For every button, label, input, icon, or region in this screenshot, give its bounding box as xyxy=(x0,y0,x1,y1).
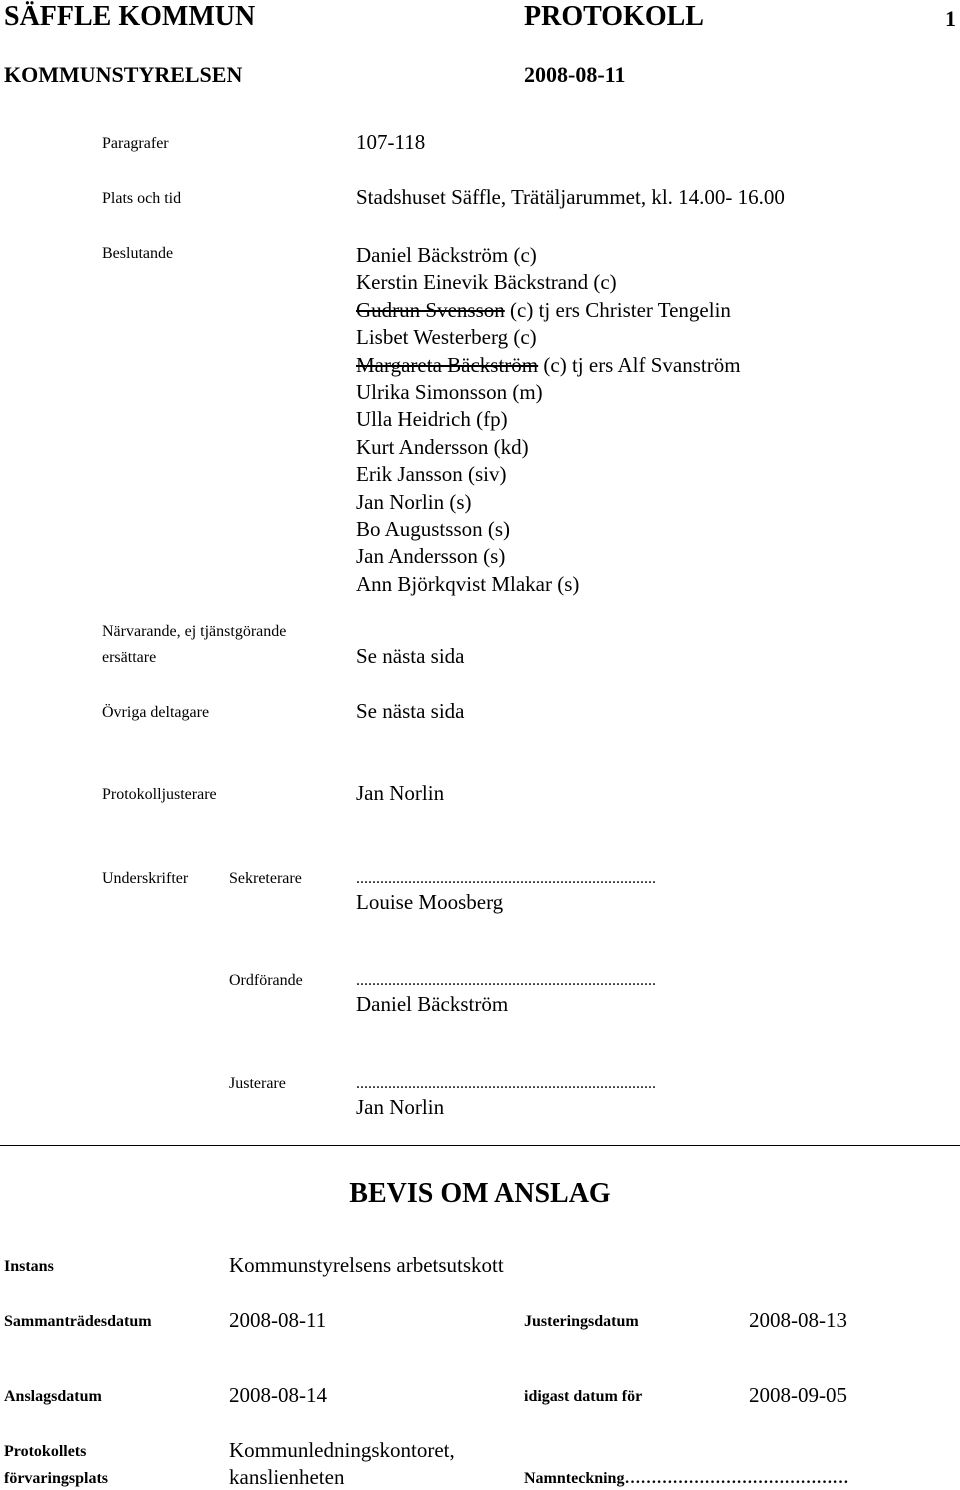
anslagsdatum-label: Anslagsdatum xyxy=(4,1388,102,1405)
ovriga-value: Se nästa sida xyxy=(356,699,465,723)
forvaringsplats-label-line2: förvaringsplats xyxy=(4,1470,108,1487)
ordforande-label: Ordförande xyxy=(229,972,303,989)
body-name: KOMMUNSTYRELSEN xyxy=(4,62,243,87)
namnteckning-field: Namnteckning…………………………………… xyxy=(524,1470,849,1487)
narvarande-value: Se nästa sida xyxy=(356,644,465,668)
paragrafer-value: 107-118 xyxy=(356,130,426,154)
member-row: Jan Andersson (s) xyxy=(356,544,506,569)
plats-value: Stadshuset Säffle, Trätäljarummet, kl. 14.00- 16.00 xyxy=(356,185,785,209)
sammantradesdatum-value: 2008-08-11 xyxy=(229,1308,327,1332)
municipality-name: SÄFFLE KOMMUN xyxy=(4,1,256,32)
paragrafer-label: Paragrafer xyxy=(102,135,169,152)
member-row: Bo Augustsson (s) xyxy=(356,517,511,542)
narvarande-label-line1: Närvarande, ej tjänstgörande xyxy=(102,623,287,640)
justeringsdatum-label: Justeringsdatum xyxy=(524,1313,639,1330)
protokolljusterare-value: Jan Norlin xyxy=(356,781,445,805)
member-row: Kerstin Einevik Bäckstrand (c) xyxy=(356,270,617,295)
meeting-date: 2008-08-11 xyxy=(524,62,626,87)
ovriga-label: Övriga deltagare xyxy=(102,704,210,721)
sista-datum-value: 2008-09-05 xyxy=(749,1383,847,1407)
page-number: 1 xyxy=(945,6,956,31)
underskrifter-label: Underskrifter xyxy=(102,870,189,887)
member-row: Lisbet Westerberg (c) xyxy=(356,325,537,350)
member-row: Gudrun Svensson (c) tj ers Christer Tengelin xyxy=(356,297,731,322)
forvaringsplats-value-line1: Kommunledningskontoret, xyxy=(229,1438,455,1462)
member-row: Ulla Heidrich (fp) xyxy=(356,407,508,432)
beslutande-list xyxy=(356,242,741,598)
justerare-label: Justerare xyxy=(229,1075,286,1092)
ordforande-signature-line: ........................................................................... xyxy=(356,972,656,989)
member-row: Jan Norlin (s) xyxy=(356,489,472,514)
sekreterare-name: Louise Moosberg xyxy=(356,890,504,914)
narvarande-label-line2: ersättare xyxy=(102,649,157,666)
sammantradesdatum-label: Sammanträdesdatum xyxy=(4,1313,152,1330)
sekreterare-label: Sekreterare xyxy=(229,870,302,887)
bevis-title: BEVIS OM ANSLAG xyxy=(349,1178,611,1209)
member-row: Daniel Bäckström (c) xyxy=(356,243,537,267)
justerare-name: Jan Norlin xyxy=(356,1095,445,1119)
struck-name: Gudrun Svensson xyxy=(356,297,505,322)
member-row: Ann Björkqvist Mlakar (s) xyxy=(356,571,580,596)
forvaringsplats-label-line1: Protokollets xyxy=(4,1443,87,1460)
plats-label: Plats och tid xyxy=(102,190,182,207)
ordforande-name: Daniel Bäckström xyxy=(356,992,509,1016)
anslagsdatum-value: 2008-08-14 xyxy=(229,1383,327,1407)
struck-name: Margareta Bäckström xyxy=(356,352,539,377)
justeringsdatum-value: 2008-08-13 xyxy=(749,1308,847,1332)
sekreterare-signature-line: ........................................................................... xyxy=(356,870,656,887)
section-divider xyxy=(0,1145,960,1146)
instans-label: Instans xyxy=(4,1258,54,1275)
protokolljusterare-label: Protokolljusterare xyxy=(102,786,217,803)
member-row: Ulrika Simonsson (m) xyxy=(356,380,543,405)
document-type: PROTOKOLL xyxy=(524,1,704,32)
member-row: Margareta Bäckström (c) tj ers Alf Svanström xyxy=(356,352,741,377)
justerare-signature-line: ........................................................................... xyxy=(356,1075,656,1092)
member-row: Erik Jansson (siv) xyxy=(356,462,507,487)
member-row: Kurt Andersson (kd) xyxy=(356,434,529,459)
beslutande-label: Beslutande xyxy=(102,245,174,262)
instans-value: Kommunstyrelsens arbetsutskott xyxy=(229,1253,504,1277)
sista-datum-label: idigast datum för xyxy=(524,1388,643,1405)
forvaringsplats-value-line2: kanslienheten xyxy=(229,1465,345,1489)
